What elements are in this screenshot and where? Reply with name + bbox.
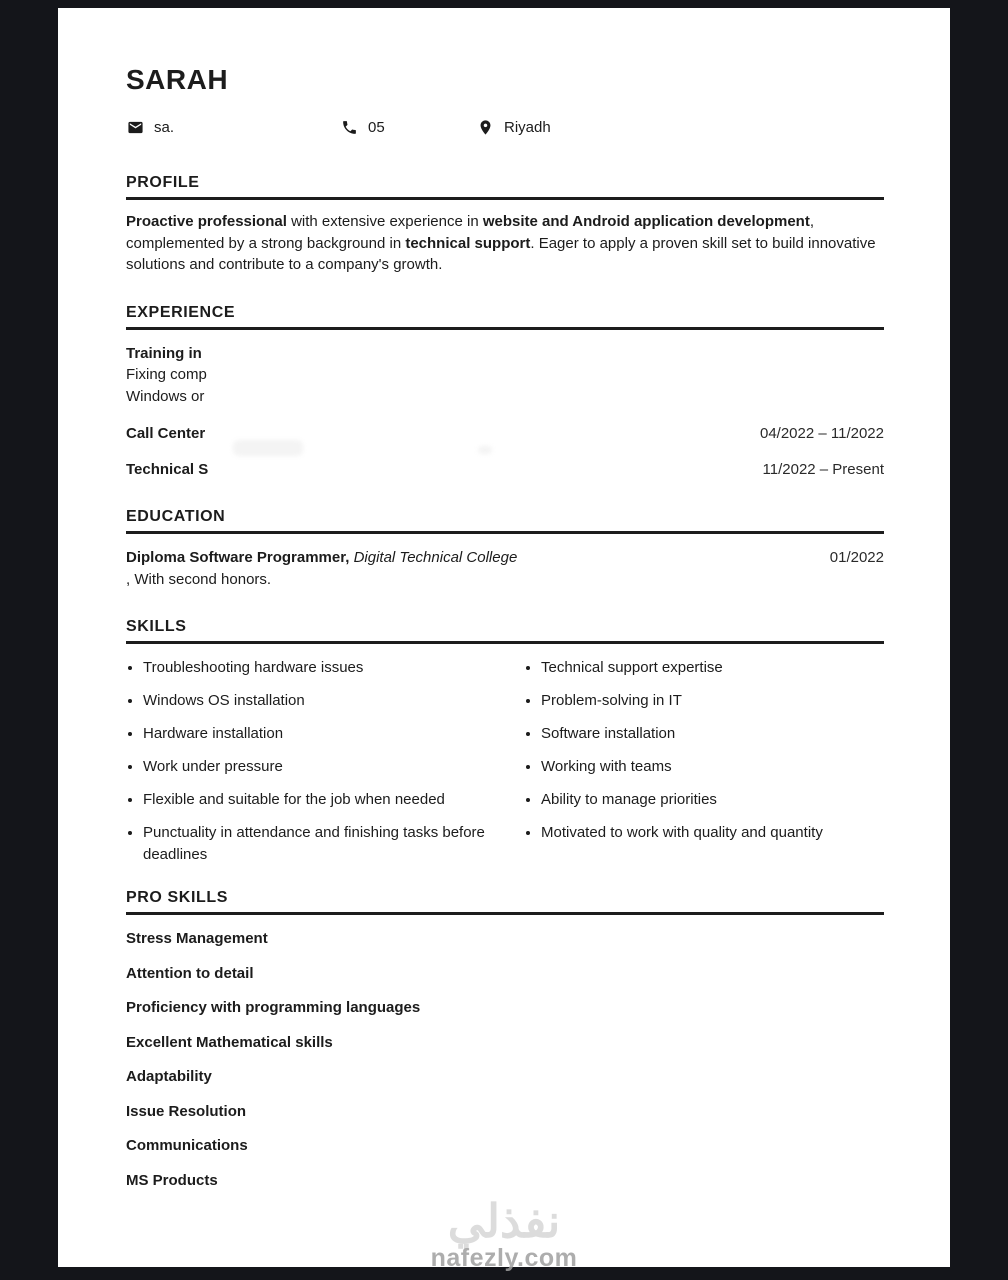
section-education [126,508,884,590]
skill-text: Hardware installation [143,725,284,742]
bullet-dot [128,831,132,835]
experience-entry [126,343,884,408]
skill-item [524,723,884,745]
skills-row [126,657,884,679]
profile-part: website and Android application development [482,213,810,230]
skills-row [126,822,884,865]
bullet-dot [526,831,530,835]
skill-item [126,723,524,745]
skill-text: Ability to manage priorities [541,791,717,808]
skill-text: Problem-solving in IT [541,692,682,709]
pro-skill-item: Proficiency with programming languages [126,999,421,1016]
profile-part: technical support [405,234,531,252]
section-profile [126,174,884,276]
skill-text: Troubleshooting hardware issues [143,659,364,676]
profile-summary [126,211,884,276]
skill-text: Technical support expertise [541,659,723,676]
experience-entry [126,459,884,481]
skill-item [126,657,524,679]
skills-row [126,723,884,745]
skill-text: Working with teams [541,758,672,775]
contact-phone [341,119,385,136]
skill-item [126,756,524,778]
skills-row [126,756,884,778]
skill-item [524,756,884,778]
skill-text: Work under pressure [143,758,283,775]
experience-dates: 11/2022 – Present [762,460,884,478]
redaction-smudge [478,446,492,454]
bullet-dot [526,699,530,703]
skill-item [524,789,884,811]
contact-row [126,119,884,139]
experience-role: Call Center [126,425,206,442]
bullet-dot [128,732,132,736]
contact-email [127,119,174,136]
bullet-dot [526,765,530,769]
contact-email-text: sa. [154,119,175,136]
pro-skills-list [126,928,884,1191]
bullet-dot [526,666,530,670]
bullet-dot [128,798,132,802]
bullet-dot [526,798,530,802]
experience-detail: Windows or [126,387,205,405]
pro-skill-item: Issue Resolution [126,1102,247,1120]
section-pro-skills [126,889,884,1191]
education-school: Digital Technical College [353,549,518,566]
contact-phone-text: 05 [368,119,385,136]
contact-location [477,119,551,136]
education-entry [126,547,884,569]
pro-skill-item: Adaptability [126,1068,212,1085]
skills-row [126,789,884,811]
skill-item [524,657,884,679]
pro-skill-item: Excellent Mathematical skills [126,1033,333,1051]
phone-handset-icon [341,119,358,136]
skill-text: Windows OS installation [143,692,305,709]
pro-skill-item: MS Products [126,1171,218,1189]
pro-skills-title: PRO SKILLS [126,889,884,915]
section-skills [126,618,884,865]
education-dates: 01/2022 [829,549,884,566]
experience-title: EXPERIENCE [126,304,884,330]
contact-location-text: Riyadh [504,119,551,136]
profile-part: Proactive professional [126,213,287,230]
redaction-smudge [233,440,303,456]
bullet-dot [128,699,132,703]
pro-skill-item: Communications [126,1137,248,1154]
skill-text: Punctuality in attendance and finishing tasks before deadlines [143,824,485,863]
watermark-site-text: nafezly.com [430,1244,578,1272]
profile-part: . Eager to apply a proven skill set to build innovative solutions and contribute to a company's growth. [126,234,876,273]
skill-item [126,690,524,712]
education-note: , With second honors. [126,570,272,588]
experience-detail: Fixing comp [126,366,207,383]
profile-part: , complemented by a strong background in [126,213,814,252]
profile-part: with extensive experience in [286,213,483,230]
experience-role: Technical S [126,460,209,478]
skills-grid [126,657,884,865]
pro-skill-item: Attention to detail [126,964,254,982]
skill-item [126,789,524,811]
skill-text: Motivated to work with quality and quantity [541,824,823,841]
profile-title: PROFILE [126,174,884,200]
skill-item [524,690,884,712]
watermark-arabic-text: نفذلي [447,1195,561,1247]
map-pin-icon [477,119,494,136]
experience-role: Training in [126,344,202,362]
skill-item [524,822,884,865]
resume-page [58,8,950,1267]
bullet-dot [128,765,132,769]
education-title: EDUCATION [126,508,884,534]
candidate-name: SARAH [126,64,229,95]
pro-skill-item: Stress Management [126,930,268,947]
envelope-icon [127,119,144,136]
skill-text: Software installation [541,725,676,742]
skill-item [126,822,524,865]
skills-title: SKILLS [126,618,884,644]
bullet-dot [128,666,132,670]
skills-row [126,690,884,712]
skill-text: Flexible and suitable for the job when needed [143,791,445,808]
education-degree: Diploma Software Programmer, [126,549,350,566]
experience-dates: 04/2022 – 11/2022 [759,425,884,442]
bullet-dot [526,732,530,736]
